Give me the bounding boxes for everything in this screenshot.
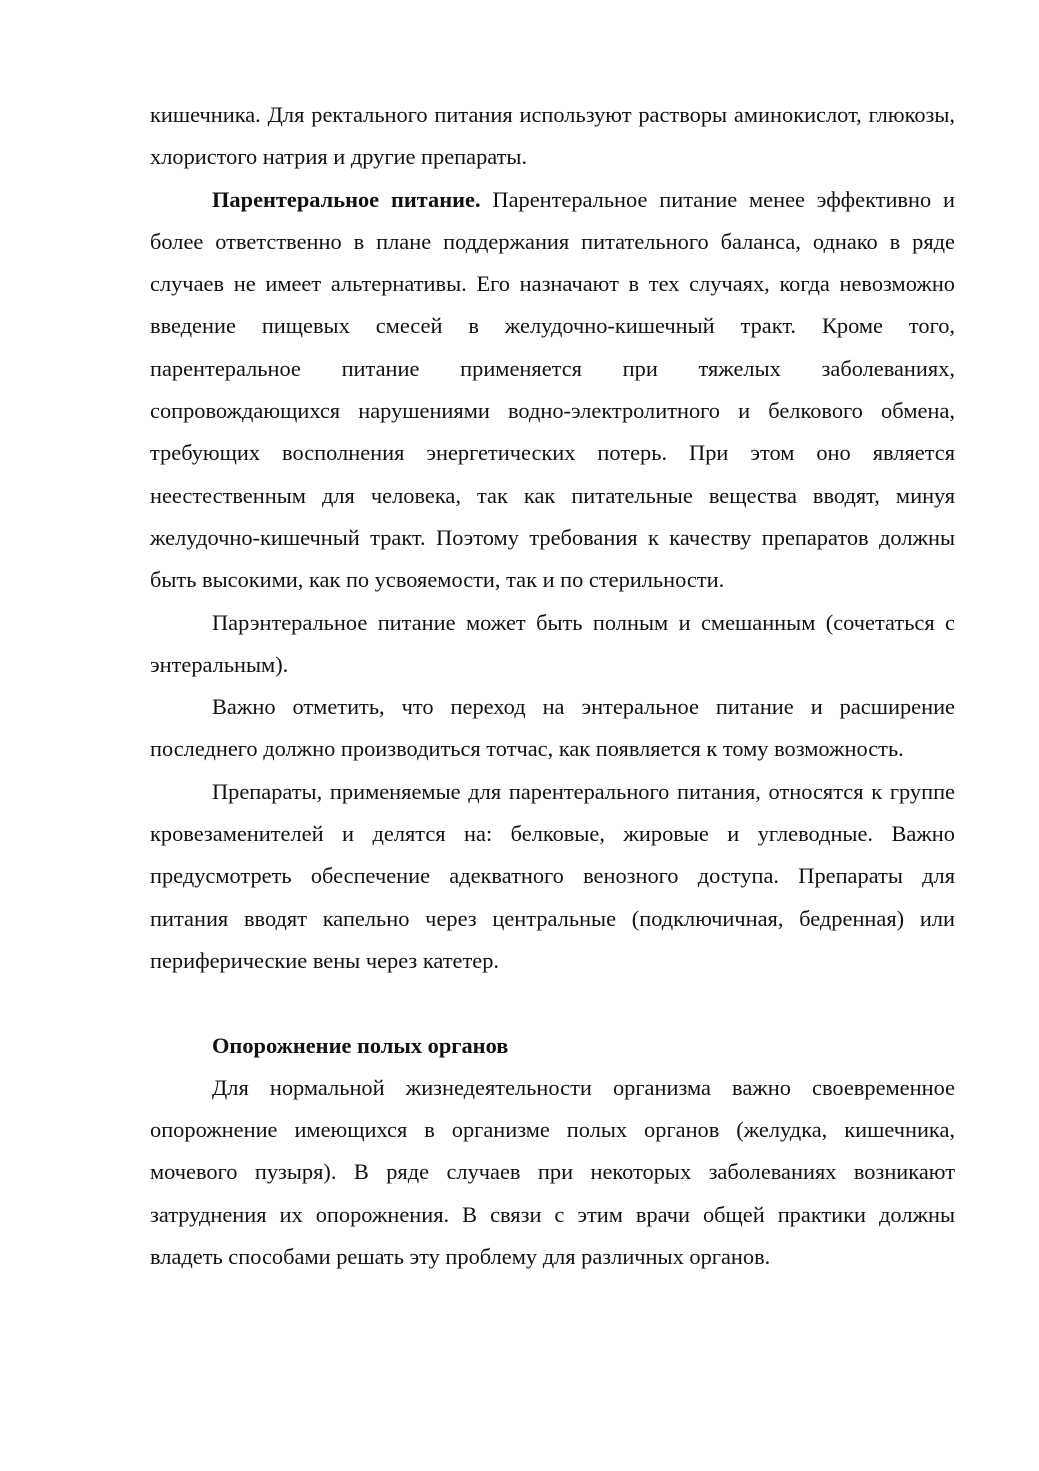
paragraph-rectal-feeding: кишечника. Для ректального питания используют растворы аминокислот, глюкозы, хлористого натрия и другие препараты. [150, 102, 955, 170]
paragraph-parenteral-feeding [150, 179, 955, 602]
paragraph-parenteral-types: Парэнтеральное питание может быть полным и смешанным (сочетаться с энтеральным). [150, 609, 955, 677]
document-page [150, 94, 955, 1278]
paragraph-preparations: Препараты, применяемые для парентерального питания, относятся к группе кровезаменителей и делятся на: белковые, жировые и углеводные. Важно предусмотреть обеспечение адекватного венозного доступа. Препараты для питания вводят капельно через центральные (подключичная, бедренная) или периферические вены через катетер. [150, 778, 955, 973]
section-heading: Опорожнение полых органов [212, 1032, 509, 1058]
paragraph-enteral-transition: Важно отметить, что переход на энтеральное питание и расширение последнего должно производиться тотчас, как появляется к тому возможность. [150, 694, 955, 762]
paragraph-lead-term: Парентеральное питание. [212, 186, 481, 212]
section-spacer [150, 982, 955, 1024]
paragraph-hollow-organs: Для нормальной жизнедеятельности организма важно своевременное опорожнение имеющихся в организме полых органов (желудка, кишечника, мочевого пузыря). В ряде случаев при некоторых заболеваниях возникают затруднения их опорожнения. В связи с этим врачи общей практики должны владеть способами решать эту проблему для различных органов. [150, 1074, 955, 1270]
paragraph-body: Парентеральное питание менее эффективно и более ответственно в плане поддержания питательного баланса, однако в ряде случаев не имеет альтернативы. Его назначают в тех случаях, когда невозможно введение пищевых смесей в желудочно-кишечный тракт. Кроме того, парентеральное питание применяется при тяжелых заболеваниях, сопровождающихся нарушениями водно-электролитного и белкового обмена, требующих восполнения энергетических потерь. При этом оно является неестественным для человека, так как питательные вещества вводят, минуя желудочно-кишечный тракт. Поэтому требования к качеству препаратов должны быть высокими, как по усвояемости, так и по стерильности. [150, 186, 955, 593]
